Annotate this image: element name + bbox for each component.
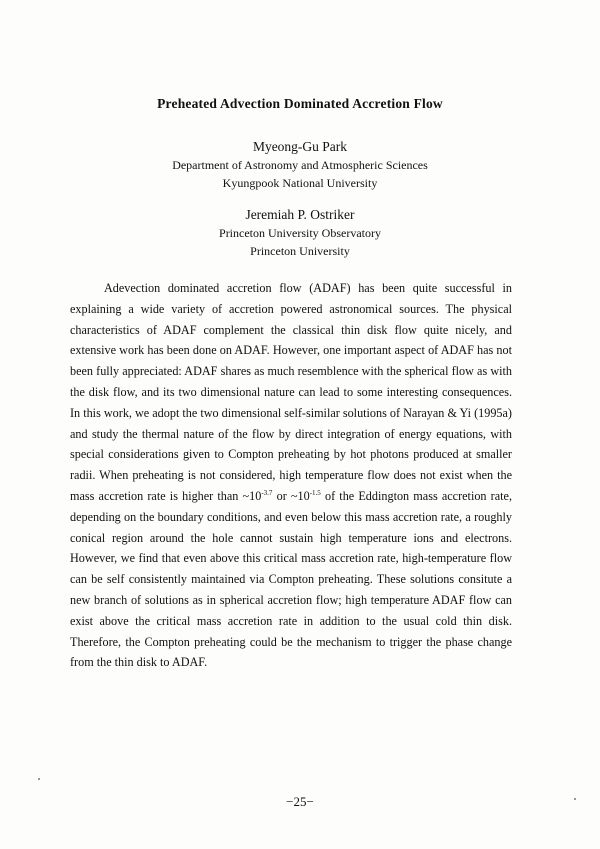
author-affiliation: Princeton University bbox=[250, 244, 350, 258]
author-affiliation: Princeton University Observatory bbox=[219, 226, 381, 240]
exponent: -3.7 bbox=[261, 488, 273, 497]
author-name: Jeremiah P. Ostriker bbox=[245, 207, 355, 222]
author-name: Myeong-Gu Park bbox=[252, 139, 348, 154]
exponent: -1.5 bbox=[309, 488, 321, 497]
author-affiliation: Kyungpook National University bbox=[222, 176, 378, 190]
paper-title: Preheated Advection Dominated Accretion Flow bbox=[157, 96, 443, 111]
abstract-text: of the Eddington mass accretion rate, depending on the boundary conditions, and even below this mass accretion rate, a roughly conical region around the hole cannot sustain high temperature ions and electrons. However, we find that even above this critical mass accretion rate, high-temperature flow can be self consistently maintained via Compton preheating. These solutions consitute a new branch of solutions as in spherical accretion flow; high temperature ADAF flow can exist above the critical mass accretion rate in addition to the usual cold thin disk. Therefore, the Compton preheating could be the mechanism to trigger the phase change from the thin disk to ADAF. bbox=[70, 488, 512, 670]
abstract-text: or ~10 bbox=[272, 488, 310, 503]
author-affiliation: Department of Astronomy and Atmospheric Sciences bbox=[172, 158, 428, 172]
author-block-1 bbox=[0, 138, 600, 192]
page-number: −25− bbox=[286, 794, 314, 809]
author-block-2 bbox=[0, 206, 600, 260]
abstract-paragraph bbox=[70, 278, 512, 673]
abstract-text: Adevection dominated accretion flow (ADAF) has been quite successful in explaining a wide variety of accretion powered astronomical sources. The physical characteristics of ADAF complement the classical thin disk flow quite nicely, and extensive work has been done on ADAF. However, one important aspect of ADAF has not been fully appreciated: ADAF shares as much resemblence with the spherical flow as with the disk flow, and its two dimensional nature can lead to some interesting consequences. In this work, we adopt the two dimensional self-similar solutions of Narayan & Yi (1995a) and study the thermal nature of the flow by direct integration of energy equations, with special considerations given to Compton preheating by hot photons produced at smaller radii. When preheating is not considered, high temperature flow does not exist when the mass accretion rate is higher than ~10 bbox=[70, 281, 512, 503]
scan-speck bbox=[38, 778, 40, 780]
scan-speck bbox=[574, 798, 576, 800]
